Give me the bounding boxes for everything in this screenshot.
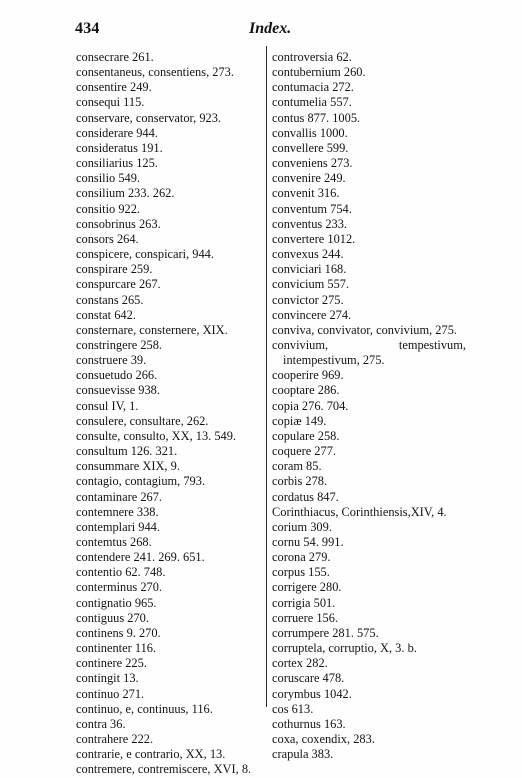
index-entry: convellere 599. xyxy=(272,140,349,155)
index-entry: convenit 316. xyxy=(272,186,340,201)
index-entry: consulte, consulto, XX, 13. 549. xyxy=(76,428,237,443)
index-entry: consuetudo 266. xyxy=(76,368,158,383)
index-entry: copiæ 149. xyxy=(272,413,327,428)
index-entry: contingit 13. xyxy=(76,671,139,686)
index-entry: continenter 116. xyxy=(76,641,157,656)
index-entry: contendere 241. 269. 651. xyxy=(76,550,205,565)
index-entry: cothurnus 163. xyxy=(272,716,346,731)
index-entry: convictor 275. xyxy=(272,292,344,307)
index-entry: corpus 155. xyxy=(272,565,330,580)
index-entry: consilium 233. 262. xyxy=(76,186,175,201)
index-entry: copia 276. 704. xyxy=(272,398,349,413)
index-entry: contumacia 272. xyxy=(272,80,354,95)
index-entry: crapula 383. xyxy=(272,747,334,762)
index-entry: conventus 233. xyxy=(272,216,348,231)
index-entry: contus 877. 1005. xyxy=(272,110,361,125)
index-entry: consummare XIX, 9. xyxy=(76,459,180,474)
index-entry: contra 36. xyxy=(76,716,126,731)
index-entry: consecrare 261. xyxy=(76,50,154,64)
index-entry: corruptela, corruptio, X, 3. b. xyxy=(272,641,417,656)
index-entry: contrahere 222. xyxy=(76,732,154,747)
index-entry: contrarie, e contrario, XX, 13. xyxy=(76,747,226,762)
index-entry: coquere 277. xyxy=(272,444,336,459)
index-entry: conspirare 259. xyxy=(76,262,153,277)
index-entry: consentire 249. xyxy=(76,80,152,95)
index-entry: contagio, contagium, 793. xyxy=(76,474,206,489)
index-entry: copulare 258. xyxy=(272,428,340,443)
index-entry: conspurcare 267. xyxy=(76,277,161,292)
index-entry: continuo, e, continuus, 116. xyxy=(76,701,213,716)
index-entry: contiguus 270. xyxy=(76,610,149,625)
index-entry: cornu 54. 991. xyxy=(272,535,344,549)
index-entry: consequi 115. xyxy=(76,95,145,110)
index-entry: continere 225. xyxy=(76,656,147,671)
index-entry: convexus 244. xyxy=(272,247,344,262)
index-entry: contemnere 338. xyxy=(76,504,159,519)
index-entry: convallis 1000. xyxy=(272,125,348,140)
index-entry: convivium, tempestivum, intempestivum, 275. xyxy=(272,337,466,368)
index-entry: conveniens 273. xyxy=(272,156,353,171)
index-entry: contumelia 557. xyxy=(272,95,352,110)
index-entry: consuevisse 938. xyxy=(76,383,160,398)
index-entry: continens 9. 270. xyxy=(76,625,161,640)
index-entry: contubernium 260. xyxy=(272,65,366,80)
index-entry: coram 85. xyxy=(272,459,322,474)
page-number: 434 xyxy=(75,20,100,37)
index-entry: consilio 549. xyxy=(76,171,141,186)
index-entry: conventum 754. xyxy=(272,201,352,216)
index-entry: consulere, consultare, 262. xyxy=(76,413,209,428)
index-entry: consors 264. xyxy=(76,231,139,246)
index-entry: conviciari 168. xyxy=(272,262,347,277)
index-entry: cortex 282. xyxy=(272,656,328,671)
index-entry: consobrinus 263. xyxy=(76,216,161,231)
index-entry: cooptare 286. xyxy=(272,383,340,398)
index-entry: cordatus 847. xyxy=(272,489,339,504)
index-entry: coruscare 478. xyxy=(272,671,345,686)
index-column-left xyxy=(76,50,265,778)
index-entry: corymbus 1042. xyxy=(272,686,352,701)
index-entry: contemplari 944. xyxy=(76,519,160,534)
index-entry: contemtus 268. xyxy=(76,535,152,549)
index-entry: contentio 62. 748. xyxy=(76,565,166,580)
index-entry: contignatio 965. xyxy=(76,595,157,610)
index-entry: contaminare 267. xyxy=(76,489,163,504)
index-entry: conterminus 270. xyxy=(76,580,163,595)
index-entry: corbis 278. xyxy=(272,474,328,489)
index-entry: constat 642. xyxy=(76,307,136,322)
index-entry: corium 309. xyxy=(272,519,332,534)
index-entry: convicium 557. xyxy=(272,277,350,292)
index-entry: corrigere 280. xyxy=(272,580,342,595)
index-entry: constringere 258. xyxy=(76,337,163,352)
index-entry: corrigia 501. xyxy=(272,595,336,610)
index-column-right xyxy=(272,50,466,762)
index-entry: continuo 271. xyxy=(76,686,145,701)
index-entry: corona 279. xyxy=(272,550,331,565)
index-entry: corruere 156. xyxy=(272,610,339,625)
index-entry: convenire 249. xyxy=(272,171,346,186)
index-entry: conspicere, conspicari, 944. xyxy=(76,247,214,262)
index-entry: controversia 62. xyxy=(272,50,352,64)
index-entry: convincere 274. xyxy=(272,307,352,322)
index-entry: constans 265. xyxy=(76,292,144,307)
index-entry: conviva, convivator, convivium, 275. xyxy=(272,322,457,337)
index-entry: coxa, coxendix, 283. xyxy=(272,732,375,747)
index-entry: construere 39. xyxy=(76,353,147,368)
index-entry: cos 613. xyxy=(272,701,314,716)
index-entry: convertere 1012. xyxy=(272,231,356,246)
index-entry: cooperire 969. xyxy=(272,368,344,383)
index-entry: consiliarius 125. xyxy=(76,156,158,171)
index-entry: consul IV, 1. xyxy=(76,398,139,413)
index-entry: consternare, consternere, XIX. xyxy=(76,322,228,337)
index-entry: consentaneus, consentiens, 273. xyxy=(76,65,234,80)
index-entry: consitio 922. xyxy=(76,201,141,216)
index-entry: contremere, contremiscere, XVI, 8. xyxy=(76,762,252,777)
index-entry: consultum 126. 321. xyxy=(76,444,178,459)
index-entry: corrumpere 281. 575. xyxy=(272,625,379,640)
index-entry: consideratus 191. xyxy=(76,140,163,155)
index-entry: conservare, conservator, 923. xyxy=(76,110,222,125)
index-entry: Corinthiacus, Corinthiensis,XIV, 4. xyxy=(272,504,447,519)
column-divider xyxy=(266,46,267,707)
page-title: Index. xyxy=(249,20,292,37)
index-entry: considerare 944. xyxy=(76,125,158,140)
